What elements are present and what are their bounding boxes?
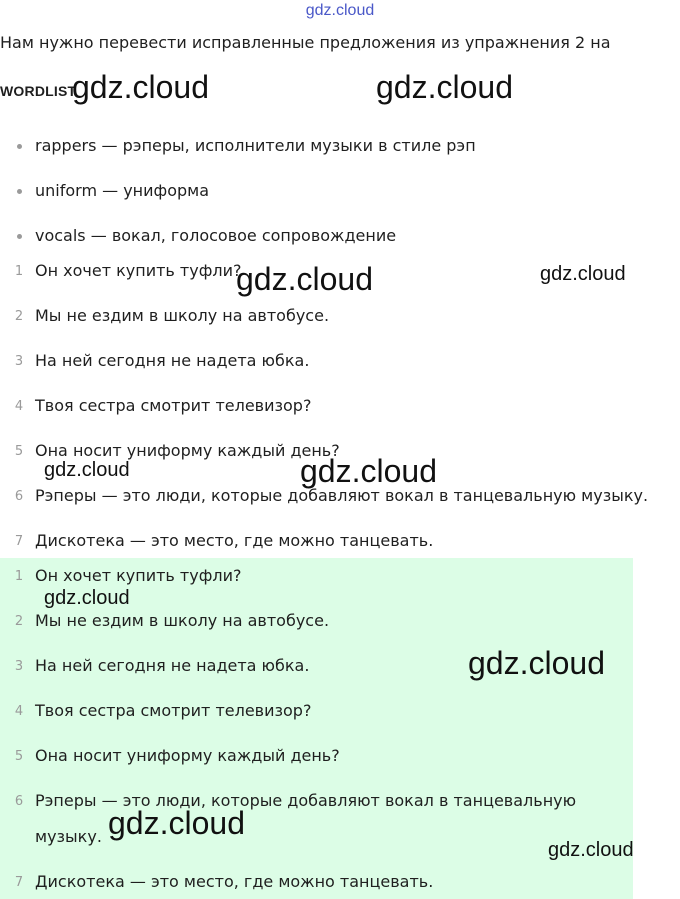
answer-number: 1 xyxy=(14,569,24,584)
bullet-icon xyxy=(17,144,22,149)
answer-number: 6 xyxy=(14,794,24,809)
sentence-text: Твоя сестра смотрит телевизор? xyxy=(35,396,312,415)
wordlist-item-text: uniform — униформа xyxy=(35,181,210,200)
watermark: gdz.cloud xyxy=(236,261,373,297)
answer-text: музыку. xyxy=(35,827,102,846)
sentence-number: 6 xyxy=(14,489,24,504)
bullet-icon xyxy=(17,234,22,239)
answer-text: Дискотека — это место, где можно танцевать. xyxy=(35,872,434,891)
watermark: gdz.cloud xyxy=(44,459,130,481)
sentence-text: Мы не ездим в школу на автобусе. xyxy=(35,306,330,325)
watermark: gdz.cloud xyxy=(540,263,626,285)
answer-text: Она носит униформу каждый день? xyxy=(35,746,340,765)
sentence-number: 2 xyxy=(14,309,24,324)
sentence-text: Она носит униформу каждый день? xyxy=(35,441,340,460)
sentence-text: Он хочет купить туфли? xyxy=(35,261,242,280)
wordlist-item-text: rappers — рэперы, исполнители музыки в стиле рэп xyxy=(35,136,476,155)
answer-number: 2 xyxy=(14,614,24,629)
sentence-number: 4 xyxy=(14,399,24,414)
watermark: gdz.cloud xyxy=(300,453,437,489)
sentence-number: 7 xyxy=(14,534,24,549)
sentence-text: На ней сегодня не надета юбка. xyxy=(35,351,310,370)
answer-text: Рэперы — это люди, которые добавляют вокал в танцевальную xyxy=(35,791,577,810)
bullet-icon xyxy=(17,189,22,194)
watermark: gdz.cloud xyxy=(468,645,605,681)
watermark: gdz.cloud xyxy=(108,805,245,841)
watermark: gdz.cloud xyxy=(376,69,513,105)
sentence-number: 3 xyxy=(14,354,24,369)
site-watermark-top: gdz.cloud xyxy=(305,2,375,19)
answer-number: 5 xyxy=(14,749,24,764)
answer-number: 7 xyxy=(14,875,24,890)
wordlist-heading: WORDLIST xyxy=(0,83,77,99)
watermark: gdz.cloud xyxy=(72,69,209,105)
wordlist-item-text: vocals — вокал, голосовое сопровождение xyxy=(35,226,397,245)
watermark: gdz.cloud xyxy=(548,839,634,861)
answer-number: 4 xyxy=(14,704,24,719)
answer-block xyxy=(0,558,633,899)
answer-text: На ней сегодня не надета юбка. xyxy=(35,656,310,675)
sentence-text: Рэперы — это люди, которые добавляют вокал в танцевальную музыку. xyxy=(35,486,649,505)
answer-number: 3 xyxy=(14,659,24,674)
sentence-number: 1 xyxy=(14,264,24,279)
answer-text: Он хочет купить туфли? xyxy=(35,566,242,585)
watermark: gdz.cloud xyxy=(44,587,130,609)
sentence-text: Дискотека — это место, где можно танцевать. xyxy=(35,531,434,550)
intro-text: Нам нужно перевести исправленные предложения из упражнения 2 на xyxy=(0,33,611,52)
sentence-number: 5 xyxy=(14,444,24,459)
answer-text: Твоя сестра смотрит телевизор? xyxy=(35,701,312,720)
answer-text: Мы не ездим в школу на автобусе. xyxy=(35,611,330,630)
